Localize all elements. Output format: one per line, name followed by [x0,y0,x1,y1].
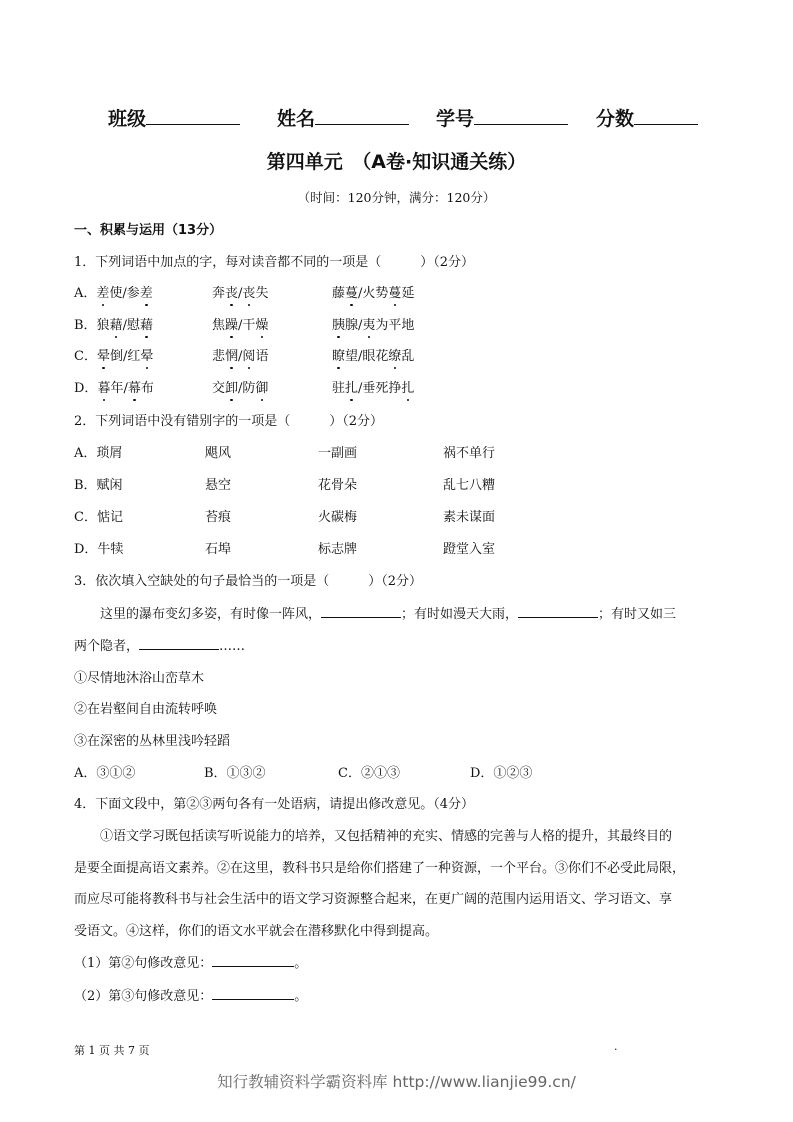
page-title: 第四单元 （A卷·知识通关练） [266,151,527,173]
q3-option-b: B．①③② [204,766,266,781]
q2-option-a-w1: A．琐屑 [74,446,123,461]
section-heading: 一、积累与运用（13分） [74,223,223,238]
name-blank[interactable] [315,106,409,125]
student-id-label: 学号 [436,108,475,130]
q1-option-d-col1: D．暮年/幕布 [74,381,154,396]
q2-option-c-w2: 苔痕 [205,510,232,525]
q1-option-a-col2: 奔丧/丧失 [212,286,269,301]
q4-sub2-label: （2）第③句修改意见： [74,989,213,1004]
q2-option-c-w1: C．惦记 [74,510,123,525]
q2-option-d-w3: 标志牌 [318,542,358,557]
q4-sub2-end: 。 [294,989,308,1004]
q4-sub-question-1 [74,952,307,971]
student-id-blank[interactable] [474,106,568,125]
footer-dot: . [614,1040,618,1053]
q4-sub-question-2 [74,985,307,1004]
q2-option-b-w2: 悬空 [205,478,232,493]
question-3-stem: 3．依次填入空缺处的句子最恰当的一项是（ ）（2分） [74,574,423,589]
q3-option-d: D．①②③ [470,766,533,781]
q3-item-3: ③在深密的丛林里浅吟轻蹈 [74,734,231,749]
q2-option-d-w2: 石埠 [205,542,232,557]
q4-passage-line1: ①语文学习既包括读写听说能力的培养，又包括精神的充实、情感的完善与人格的提升，其最终目的 [100,829,673,844]
page-number: 第 1 页 共 7 页 [74,1044,150,1057]
q3-item-1: ①尽情地沐浴山峦草木 [74,671,205,686]
question-1-stem: 1．下列词语中加点的字，每对读音都不同的一项是（ ）（2分） [74,255,475,270]
q3-passage-part3: ；有时又如三 [598,607,677,622]
q4-passage-line2: 是要全面提高语文素养。②在这里，教科书只是给你们搭建了一种资源，一个平台。③你们不必受此局限， [74,861,686,876]
q3-passage-part1: 这里的瀑布变幻多姿，有时像一阵风， [100,607,322,622]
q3-option-c: C．②①③ [338,766,400,781]
question-2-stem: 2．下列词语中没有错别字的一项是（ ）（2分） [74,414,384,429]
score-field [596,104,698,131]
q4-sub1-end: 。 [294,956,308,971]
q3-passage-ellipsis: …… [219,639,246,654]
q3-blank-2[interactable] [518,605,598,618]
watermark-link[interactable]: 知行教辅资料学霸资料库 http://www.lianjie99.cn/ [217,1073,576,1091]
name-label: 姓名 [277,108,316,130]
q3-passage-line1 [100,603,676,622]
q1-option-d-col3: 驻扎/垂死挣扎 [332,381,415,396]
class-blank[interactable] [146,106,240,125]
q3-passage-line2 [74,635,245,654]
q2-option-b-w4: 乱七八糟 [443,478,496,493]
q2-option-d-w4: 蹬堂入室 [443,542,496,557]
q3-blank-1[interactable] [321,605,401,618]
score-label: 分数 [596,108,635,130]
q3-option-a: A．③①② [74,766,136,781]
q4-passage-line4: 受语文。④这样，你们的语文水平就会在潜移默化中得到提高。 [74,924,439,939]
q2-option-a-w4: 祸不单行 [443,446,496,461]
q2-option-d-w1: D．牛犊 [74,542,124,557]
q3-item-2: ②在岩壑间自由流转呼唤 [74,702,218,717]
q2-option-c-w4: 素未谋面 [443,510,496,525]
q1-option-c-col3: 瞭望/眼花缭乱 [332,349,415,364]
q4-sub1-label: （1）第②句修改意见： [74,956,213,971]
q1-option-b-col3: 胰腺/夷为平地 [332,318,415,333]
q1-option-d-col2: 交卸/防御 [212,381,269,396]
q3-passage-part4: 两个隐者， [74,639,140,654]
question-4-stem: 4．下面文段中，第②③两句各有一处语病，请提出修改意见。（4分） [74,797,475,812]
q1-option-a-col3: 藤蔓/火势蔓延 [332,286,415,301]
q1-option-c-col2: 悲惘/阅语 [212,349,269,364]
q4-passage-line3: 而应尽可能将教科书与社会生活中的语文学习资源整合起来，在更广阔的范围内运用语文、学习语文、享 [74,892,673,907]
exam-subtitle: （时间：120分钟，满分：120分） [297,190,496,205]
q1-option-b-col2: 焦躁/干燥 [212,318,269,333]
q1-option-a-col1: A．差使/参差 [74,286,153,301]
q2-option-a-w2: 飓风 [205,446,232,461]
q2-option-c-w3: 火碳梅 [318,510,358,525]
q2-option-b-w3: 花骨朵 [318,478,358,493]
score-blank[interactable] [634,106,698,125]
q4-answer-blank-2[interactable] [212,987,294,1000]
student-id-field [436,104,568,131]
q3-blank-3[interactable] [139,637,219,650]
class-label: 班级 [108,108,147,130]
name-field [277,104,409,131]
q4-answer-blank-1[interactable] [212,954,294,967]
q2-option-a-w3: 一副画 [318,446,358,461]
q2-option-b-w1: B．赋闲 [74,478,123,493]
q1-option-c-col1: C．晕倒/红晕 [74,349,154,364]
q1-option-b-col1: B．狼藉/慰藉 [74,318,153,333]
class-field [108,104,240,131]
q3-passage-part2: ；有时如漫天大雨， [401,607,519,622]
